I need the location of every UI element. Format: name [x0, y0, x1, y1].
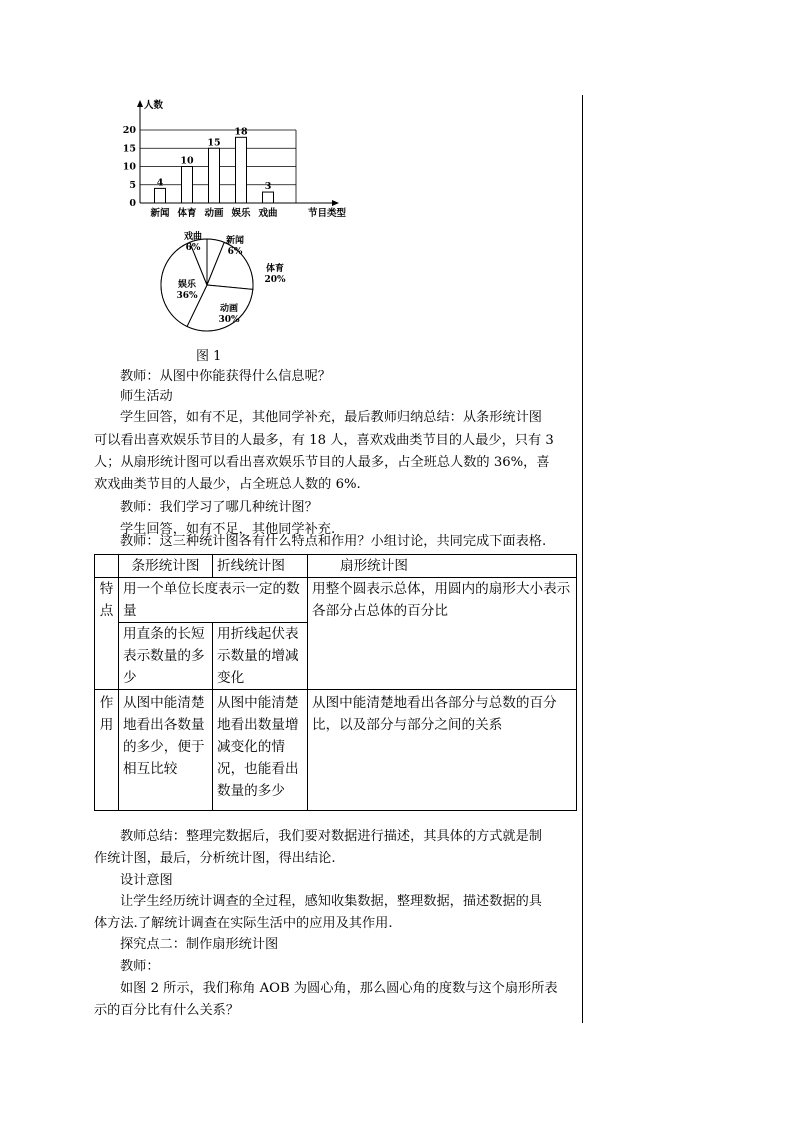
bar: [182, 167, 193, 204]
y-tick-label: 5: [129, 179, 136, 191]
para-teacher-question2: 教师：我们学习了哪几种统计图？: [120, 500, 318, 515]
usage-sector: 从图中能清楚地看出各部分与总数的百分比，以及部分与部分之间的关系: [308, 690, 577, 811]
figure-caption: 图 1: [196, 349, 222, 364]
header-sector: 扇形统计图: [308, 555, 577, 578]
x-tick-label: 戏曲: [258, 208, 278, 219]
para-summary-line2: 可以看出喜欢娱乐节目的人最多，有 18 人，喜欢戏曲类节目的人最少，只有 3: [94, 433, 554, 448]
para-summary-line4: 欢戏曲类节目的人最少，占全班总人数的 6%.: [94, 477, 361, 492]
para-summary-line1: 学生回答，如有不足，其他同学补充，最后教师归纳总结：从条形统计图: [120, 410, 542, 425]
x-axis-label: 节目类型: [308, 208, 347, 219]
para-summary-line3: 人；从扇形统计图可以看出喜欢娱乐节目的人最多，占全班总人数的 36%，喜: [94, 455, 550, 470]
para-design-line1: 让学生经历统计调查的全过程，感知收集数据，整理数据，描述数据的具: [120, 894, 542, 909]
y-tick-label: 0: [129, 198, 136, 209]
feature-bar: 用直条的长短表示数量的多少: [119, 623, 213, 690]
x-axis-arrow: [332, 200, 339, 206]
header-bar: 条形统计图: [119, 555, 213, 578]
y-tick-label: 15: [122, 143, 136, 155]
table-row: [95, 690, 577, 811]
figure-1: [110, 95, 370, 365]
x-tick-label: 娱乐: [231, 208, 251, 219]
para-teacher-question: 教师：从图中你能获得什么信息呢？: [120, 369, 331, 384]
para-design-line2: 体方法.了解统计调查在实际生活中的应用及其作用.: [94, 916, 393, 931]
para-design-heading: 设计意图: [120, 873, 173, 888]
bar: [209, 148, 220, 203]
para-question-line1: 如图 2 所示，我们称角 AOB 为圆心角，那么圆心角的度数与这个扇形所表: [120, 981, 558, 996]
pie-label-name: 娱乐: [177, 280, 197, 290]
bar-value-label: 15: [207, 137, 221, 149]
pie-label-pct: 30%: [218, 315, 240, 325]
y-tick-label: 20: [122, 125, 136, 136]
y-axis-label: 人数: [144, 100, 164, 111]
para-teacher-question3: 教师：这三种统计图各有什么特点和作用？小组讨论，共同完成下面表格.: [120, 534, 547, 549]
pie-label-pct: 6%: [185, 243, 201, 253]
pie-label-name: 体育: [265, 264, 285, 274]
feature-common: 用一个单位长度表示一定的数量: [119, 578, 308, 623]
y-axis-arrow: [137, 100, 143, 107]
feature-sector: 用整个圆表示总体，用圆内的扇形大小表示各部分占总体的百分比: [308, 578, 577, 690]
para-teacher-summary-line2: 作统计图，最后，分析统计图，得出结论.: [94, 851, 336, 866]
bar: [155, 188, 166, 203]
row-label-usage: 作用: [95, 690, 119, 811]
bar: [236, 137, 247, 203]
x-tick-label: 动画: [204, 208, 224, 219]
para-teacher-label: 教师：: [120, 959, 160, 974]
bar: [263, 192, 274, 203]
x-tick-label: 体育: [177, 208, 197, 219]
bar-value-label: 3: [264, 181, 272, 193]
bar-chart: [110, 95, 370, 220]
header-line: 折线统计图: [213, 555, 308, 578]
para-teacher-summary-line1: 教师总结：整理完数据后，我们要对数据进行描述，其具体的方式就是制: [120, 829, 542, 844]
bar-value-label: 4: [156, 177, 164, 189]
table-header-row: [95, 555, 577, 578]
table-row: [95, 578, 577, 623]
bar-value-label: 18: [234, 126, 248, 138]
feature-line: 用折线起伏表示数量的增减变化: [213, 623, 308, 690]
row-label-features: 特点: [95, 578, 119, 690]
pie-label-name: 戏曲: [183, 232, 203, 242]
pie-label-pct: 36%: [176, 291, 198, 301]
para-activity-heading: 师生活动: [120, 389, 173, 404]
pie-label-name: 新闻: [225, 236, 245, 246]
pie-label-pct: 20%: [264, 275, 286, 285]
x-tick-label: 新闻: [150, 208, 170, 219]
pie-label-pct: 6%: [227, 247, 243, 257]
para-explore-heading: 探究点二：制作扇形统计图: [120, 937, 279, 952]
page-right-rule: [582, 95, 583, 1023]
usage-line: 从图中能清楚地看出数量增减变化的情况，也能看出数量的多少: [213, 690, 308, 811]
pie-label-name: 动画: [219, 304, 239, 314]
y-tick-label: 10: [122, 161, 136, 173]
bar-value-label: 10: [180, 155, 194, 167]
pie-chart: [110, 220, 370, 365]
usage-bar: 从图中能清楚地看出各数量的多少，便于相互比较: [119, 690, 213, 811]
para-question-line2: 示的百分比有什么关系？: [94, 1003, 240, 1018]
para-student-answer: 学生回答，如有不足，其他同学补充.: [120, 522, 336, 537]
comparison-table: [94, 554, 577, 811]
